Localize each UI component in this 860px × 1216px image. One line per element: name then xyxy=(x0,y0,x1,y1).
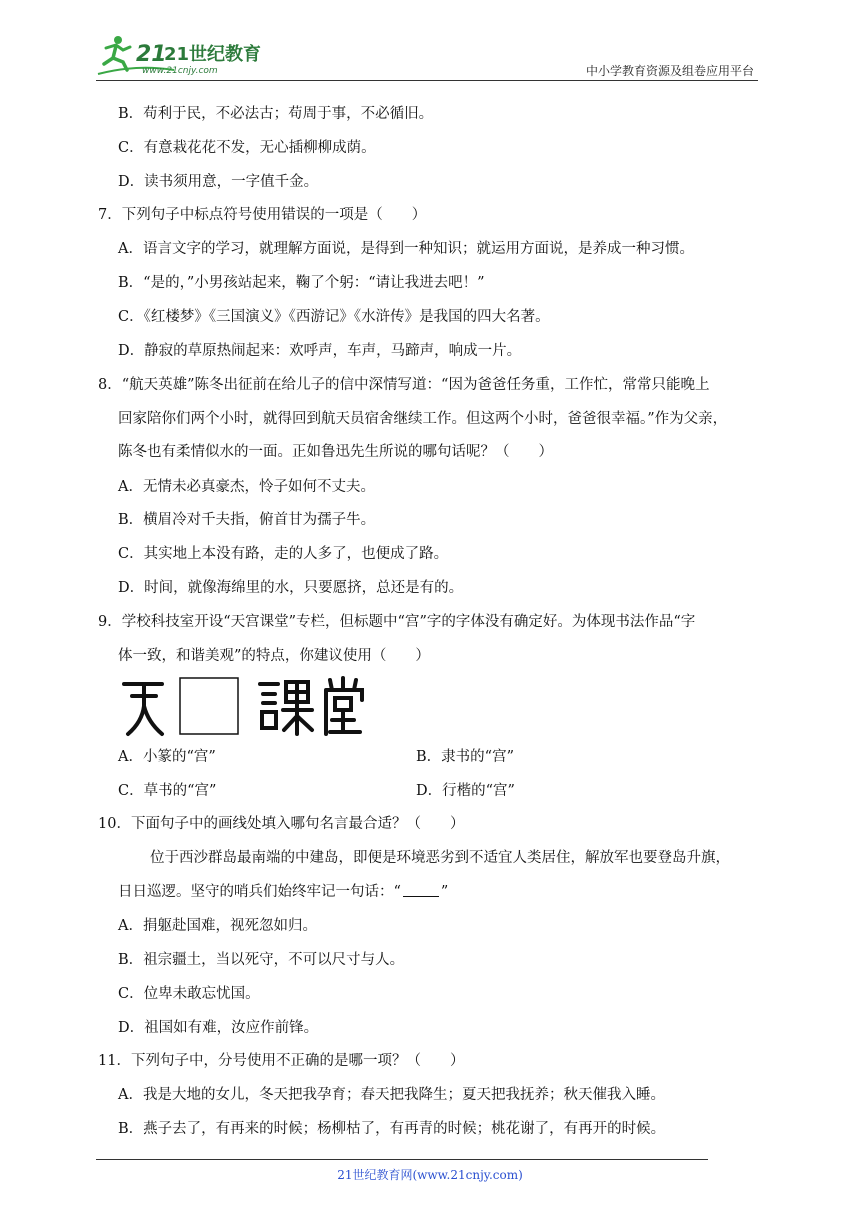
page-header xyxy=(96,30,760,82)
question-9-cont: 体一致，和谐美观”的特点，你建议使用（ ） xyxy=(118,648,430,664)
q7-option-a: A．语言文字的学习，就理解方面说，是得到一种知识；就运用方面说，是养成一种习惯。 xyxy=(118,241,694,257)
q10-option-d: D．祖国如有难，汝应作前锋。 xyxy=(118,1020,319,1036)
q10-passage: 位于西沙群岛最南端的中建岛，即便是环境恶劣到不适宜人类居住，解放军也要登岛升旗， xyxy=(150,850,730,866)
header-divider xyxy=(96,80,758,81)
q10-passage-text: 日日巡逻。坚守的哨兵们始终牢记一句话：“ xyxy=(118,884,401,900)
q6-option-c: C．有意栽花花不发，无心插柳柳成荫。 xyxy=(118,140,376,156)
fill-blank xyxy=(403,882,439,897)
q8-option-c: C．其实地上本没有路，走的人多了，也便成了路。 xyxy=(118,546,449,562)
question-10: 10．下面句子中的画线处填入哪句名言最合适？（ ） xyxy=(98,816,465,832)
question-8-cont: 回家陪你们两个小时，就得回到航天员宿舍继续工作。但这两个小时，爸爸很幸福。”作为父亲， xyxy=(118,411,728,427)
q6-option-d: D．读书须用意，一字值千金。 xyxy=(118,174,319,190)
q10-option-c: C．位卑未敢忘忧国。 xyxy=(118,986,260,1002)
q11-option-a: A．我是大地的女儿，冬天把我孕育；春天把我降生；夏天把我抚养；秋天催我入睡。 xyxy=(118,1087,665,1103)
svg-text:www.21cnjy.com: www.21cnjy.com xyxy=(142,66,218,76)
q6-option-b: B．苟利于民，不必法古；苟周于事，不必循旧。 xyxy=(118,106,434,122)
site-logo xyxy=(96,34,266,76)
svg-text:21: 21 xyxy=(136,42,167,67)
q8-option-a: A．无情未必真豪杰，怜子如何不丈夫。 xyxy=(118,479,375,495)
q9-option-a: A．小篆的“宫” xyxy=(118,749,216,765)
question-7: 7．下列句子中标点符号使用错误的一项是（ ） xyxy=(98,207,427,223)
footer-link[interactable]: 21世纪教育网(www.21cnjy.com) xyxy=(337,1168,523,1182)
q10-quote-close: ” xyxy=(440,884,449,900)
q9-option-b: B．隶书的“宫” xyxy=(416,749,514,765)
q10-passage-cont xyxy=(118,881,448,903)
calligraphy-image xyxy=(120,676,370,738)
q8-option-b: B．横眉冷对千夫指，俯首甘为孺子牛。 xyxy=(118,512,376,528)
platform-name: 中小学教育资源及组卷应用平台 xyxy=(585,64,754,78)
question-11: 11．下列句子中，分号使用不正确的是哪一项？（ ） xyxy=(98,1053,465,1069)
question-8: 8．“航天英雄”陈冬出征前在给儿子的信中深情写道：“因为爸爸任务重，工作忙，常常只能晚上 xyxy=(98,377,710,393)
q11-option-b: B．燕子去了，有再来的时候；杨柳枯了，有再青的时候；桃花谢了，有再开的时候。 xyxy=(118,1121,666,1137)
q7-option-b: B．“是的，”小男孩站起来，鞠了个躬：“请让我进去吧！” xyxy=(118,275,485,291)
question-9: 9．学校科技室开设“天宫课堂”专栏，但标题中“宫”字的字体没有确定好。为体现书法作品“字 xyxy=(98,614,696,630)
question-8-cont: 陈冬也有柔情似水的一面。正如鲁迅先生所说的哪句话呢？（ ） xyxy=(118,444,553,460)
q10-option-b: B．祖宗疆土，当以死守，不可以尺寸与人。 xyxy=(118,952,405,968)
q9-option-d: D．行楷的“宫” xyxy=(416,783,515,799)
q9-option-c: C．草书的“宫” xyxy=(118,783,217,799)
q8-option-d: D．时间，就像海绵里的水，只要愿挤，总还是有的。 xyxy=(118,580,464,596)
q7-option-c: C．《红楼梦》《三国演义》《西游记》《水浒传》是我国的四大名著。 xyxy=(118,309,550,325)
svg-text:21世纪教育: 21世纪教育 xyxy=(164,44,262,65)
q7-option-d: D．静寂的草原热闹起来：欢呼声，车声，马蹄声，响成一片。 xyxy=(118,343,522,359)
footer-divider xyxy=(96,1159,708,1160)
q10-option-a: A．捐躯赴国难，视死忽如归。 xyxy=(118,918,317,934)
